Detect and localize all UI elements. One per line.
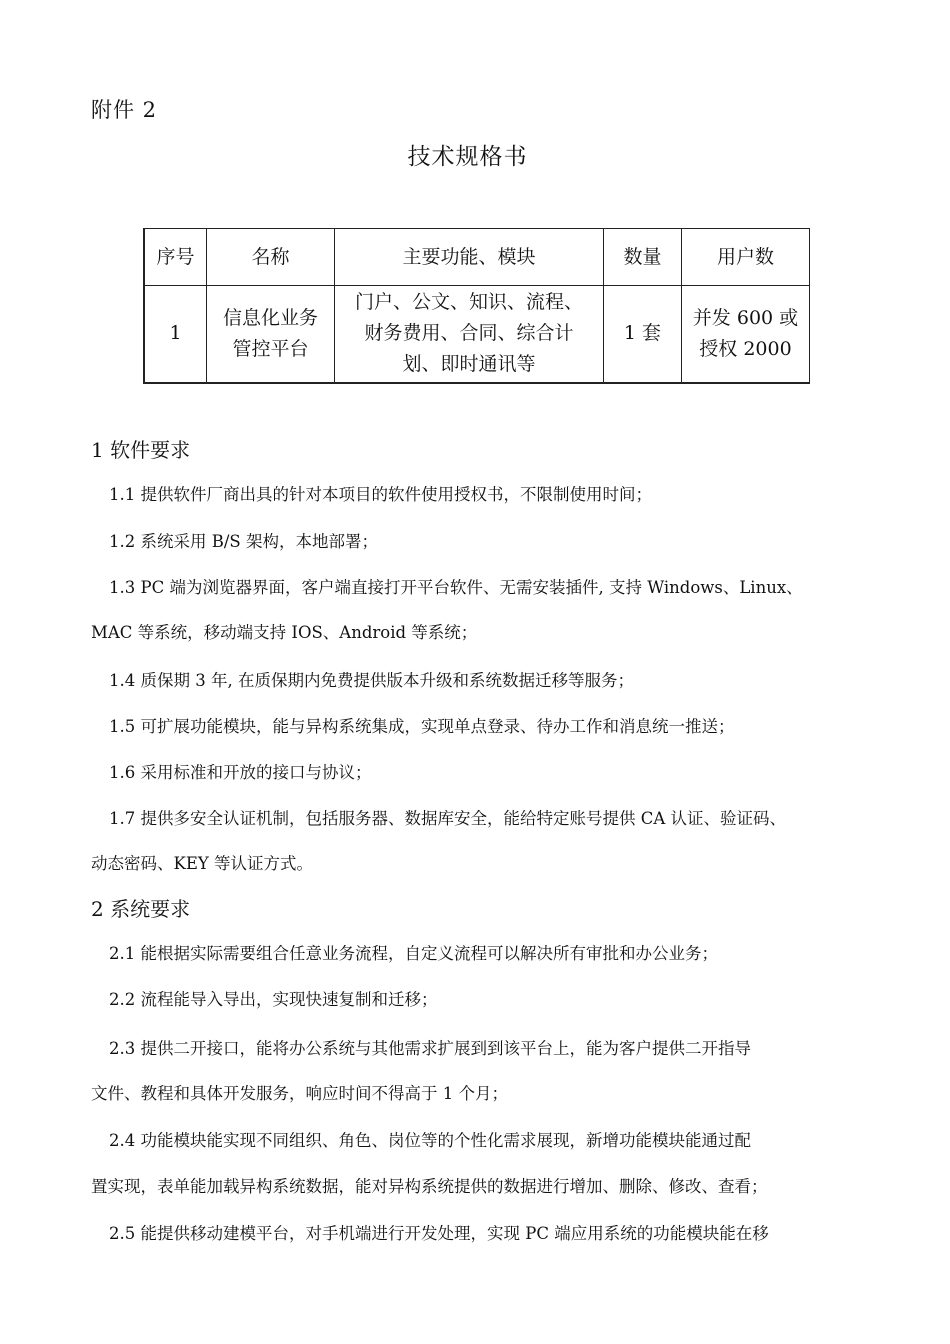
header-name: 名称: [207, 229, 335, 286]
paragraph: 1.7 提供多安全认证机制，包括服务器、数据库安全，能给特定账号提供 CA 认证、验证码、: [109, 809, 787, 828]
paragraph: 1.4 质保期 3 年, 在质保期内免费提供版本升级和系统数据迁移等服务；: [109, 671, 634, 690]
paragraph: 1.1 提供软件厂商出具的针对本项目的软件使用授权书，不限制使用时间；: [109, 485, 652, 504]
paragraph: 2.4 功能模块能实现不同组织、角色、岗位等的个性化需求展现，新增功能模块能通过配: [109, 1131, 751, 1150]
paragraph: 2.5 能提供移动建模平台，对手机端进行开发处理，实现 PC 端应用系统的功能模块能在移: [109, 1224, 769, 1243]
paragraph: 2.2 流程能导入导出，实现快速复制和迁移；: [109, 990, 438, 1009]
cell-functions: [335, 286, 604, 383]
table-row: [144, 286, 810, 383]
cell-name-line: 信息化业务: [222, 306, 318, 329]
cell-quantity: 1 套: [604, 286, 682, 383]
cell-users: [682, 286, 810, 383]
document-title: 技术规格书: [407, 144, 528, 170]
section-heading: 1 软件要求: [91, 438, 191, 462]
paragraph-continuation: 置实现，表单能加载异构系统数据，能对异构系统提供的数据进行增加、删除、修改、查看；: [91, 1177, 768, 1196]
paragraph: 1.5 可扩展功能模块，能与异构系统集成，实现单点登录、待办工作和消息统一推送；: [109, 717, 735, 736]
header-index: 序号: [144, 229, 207, 286]
paragraph-continuation: 文件、教程和具体开发服务，响应时间不得高于 1 个月；: [91, 1084, 508, 1103]
paragraph: 1.6 采用标准和开放的接口与协议；: [109, 763, 372, 782]
paragraph: 1.2 系统采用 B/S 架构，本地部署；: [109, 532, 378, 551]
paragraph: 2.1 能根据实际需要组合任意业务流程，自定义流程可以解决所有审批和办公业务；: [109, 944, 718, 963]
attachment-label: 附件 2: [91, 98, 158, 122]
header-quantity: 数量: [604, 229, 682, 286]
paragraph-continuation: MAC 等系统，移动端支持 IOS、Android 等系统；: [91, 623, 478, 642]
table-header-row: [144, 229, 810, 286]
cell-users-line: 并发 600 或: [692, 306, 799, 329]
cell-functions-line: 门户、公文、知识、流程、: [354, 291, 583, 314]
cell-functions-line: 财务费用、合同、综合计: [364, 322, 574, 345]
paragraph: 1.3 PC 端为浏览器界面，客户端直接打开平台软件、无需安装插件, 支持 Windows、Linux、: [109, 578, 803, 597]
cell-users-line: 授权 2000: [699, 337, 792, 360]
spec-table: [143, 228, 810, 384]
section-heading: 2 系统要求: [91, 897, 191, 921]
header-functions: 主要功能、模块: [335, 229, 604, 286]
paragraph-continuation: 动态密码、KEY 等认证方式。: [91, 854, 314, 873]
cell-index: 1: [144, 286, 207, 383]
header-users: 用户数: [682, 229, 810, 286]
cell-functions-line: 划、即时通讯等: [402, 353, 536, 376]
cell-name-line: 管控平台: [232, 337, 309, 360]
paragraph: 2.3 提供二开接口，能将办公系统与其他需求扩展到到该平台上，能为客户提供二开指导: [109, 1039, 751, 1058]
cell-name: [207, 286, 335, 383]
